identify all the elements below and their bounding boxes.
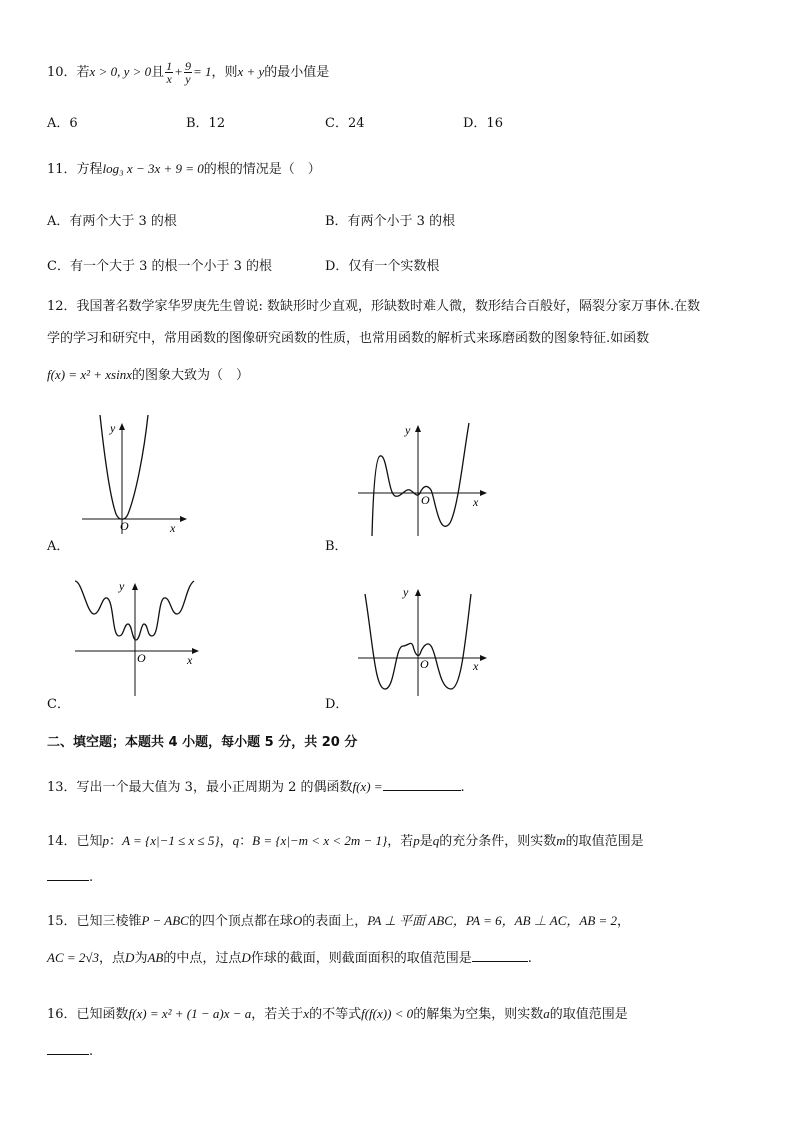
- q13-stem: 13．写出一个最大值为 3，最小正周期为 2 的偶函数f(x) = .: [47, 779, 465, 795]
- graph-c-x-arrow: [192, 648, 199, 654]
- q12-option-b[interactable]: B．: [325, 539, 348, 554]
- graph-b-origin: O: [421, 493, 430, 507]
- graph-c-origin: O: [137, 651, 146, 665]
- q11-option-a[interactable]: A．有两个大于 3 的根: [47, 214, 177, 229]
- q10-fraction-1: $\frac{1}{x}$: [166, 59, 173, 86]
- q11-equation: log₃ x − 3x + 9 = 0: [102, 161, 204, 176]
- q12-graph-a[interactable]: [80, 412, 190, 537]
- q11-stem: 11．方程log₃ x − 3x + 9 = 0的根的情况是（ ）: [47, 161, 321, 177]
- section-2-heading: 二、填空题；本题共 4 小题，每小题 5 分，共 20 分: [47, 735, 358, 750]
- graph-a-x-arrow: [180, 516, 187, 522]
- q10-condition: x > 0, y > 0: [89, 64, 152, 79]
- q12-option-c[interactable]: C．: [47, 697, 70, 712]
- graph-d-y-arrow: [415, 589, 421, 596]
- q14-answer-line: .: [47, 868, 93, 887]
- graph-b-x-label: x: [473, 495, 479, 509]
- q11-option-d[interactable]: D．仅有一个实数根: [325, 259, 440, 274]
- q14-answer-blank[interactable]: [47, 868, 89, 881]
- q12-option-d[interactable]: D．: [325, 697, 349, 712]
- q10-fraction-2: $\frac{9}{y}$: [184, 59, 191, 86]
- graph-d-y-label: y: [403, 585, 409, 599]
- q14-set-b: B = {x|−m < x < 2m − 1}: [252, 833, 388, 848]
- graph-c-y-arrow: [132, 583, 138, 590]
- q15-stem-2: AC = 2√3，点D为AB的中点，过点D作球的截面，则截面面积的取值范围是 .: [47, 950, 532, 966]
- graph-b-curve: [372, 423, 469, 536]
- graph-c-y-label: y: [119, 579, 125, 593]
- q10-option-b[interactable]: B．12: [186, 116, 226, 131]
- q14-stem: 14．已知p：A = {x|−1 ≤ x ≤ 5}，q：B = {x|−m < x < 2m − 1}，若p是q的充分条件，则实数m的取值范围是: [47, 833, 644, 849]
- q12-function: f(x) = x² + xsinx: [47, 367, 132, 382]
- q12-line-2: 学的学习和研究中，常用函数的图像研究函数的性质，也常用函数的解析式来琢磨函数的图象特征.如函数: [47, 331, 650, 346]
- q16-answer-line: .: [47, 1042, 93, 1061]
- graph-a-y-label: y: [110, 421, 116, 435]
- q16-answer-blank[interactable]: [47, 1042, 89, 1055]
- graph-a-y-arrow: [119, 423, 125, 430]
- graph-d-origin: O: [420, 657, 429, 671]
- graph-c-x-label: x: [187, 653, 193, 667]
- q10-stem: 10．若x > 0, y > 0且 $\frac{1}{x}$ + $\frac{9}{y}$ = 1，则x + y的最小值是: [47, 59, 330, 86]
- graph-a-curve: [100, 415, 148, 519]
- graph-d-x-label: x: [473, 659, 479, 673]
- q12-graph-d[interactable]: [355, 584, 490, 699]
- q10-prefix: 10．若: [47, 65, 90, 80]
- graph-d-x-arrow: [480, 655, 487, 661]
- q11-option-b[interactable]: B．有两个小于 3 的根: [325, 214, 456, 229]
- q14-set-a: A = {x|−1 ≤ x ≤ 5}: [122, 833, 220, 848]
- q15-answer-blank[interactable]: [472, 949, 528, 962]
- q10-option-c[interactable]: C．24: [325, 116, 365, 131]
- q10-option-d[interactable]: D．16: [463, 116, 503, 131]
- q12-graph-b[interactable]: [355, 418, 490, 543]
- q12-graph-c[interactable]: [72, 576, 207, 701]
- q11-option-c[interactable]: C．有一个大于 3 的根一个小于 3 的根: [47, 259, 273, 274]
- graph-b-x-arrow: [480, 490, 487, 496]
- q13-answer-blank[interactable]: [383, 778, 461, 791]
- graph-a-origin: O: [120, 519, 129, 533]
- q12-line-3: f(x) = x² + xsinx的图象大致为（ ）: [47, 367, 249, 383]
- graph-a-x-label: x: [170, 521, 176, 535]
- q10-and: 且: [151, 65, 165, 80]
- graph-b-y-arrow: [415, 425, 421, 432]
- q12-option-a[interactable]: A．: [47, 539, 70, 554]
- q15-stem-1: 15．已知三棱锥P − ABC的四个顶点都在球O的表面上，PA ⊥ 平面 ABC，PA = 6，AB ⊥ AC，AB = 2，: [47, 913, 631, 929]
- q10-option-a[interactable]: A．6: [47, 116, 78, 131]
- q12-line-1: 12．我国著名数学家华罗庚先生曾说: 数缺形时少直观，形缺数时难人微，数形结合百般好，隔裂分家万事休.在数: [47, 299, 701, 314]
- graph-b-y-label: y: [405, 423, 411, 437]
- q16-stem: 16．已知函数f(x) = x² + (1 − a)x − a，若关于x的不等式f(f(x)) < 0的解集为空集，则实数a的取值范围是: [47, 1006, 628, 1022]
